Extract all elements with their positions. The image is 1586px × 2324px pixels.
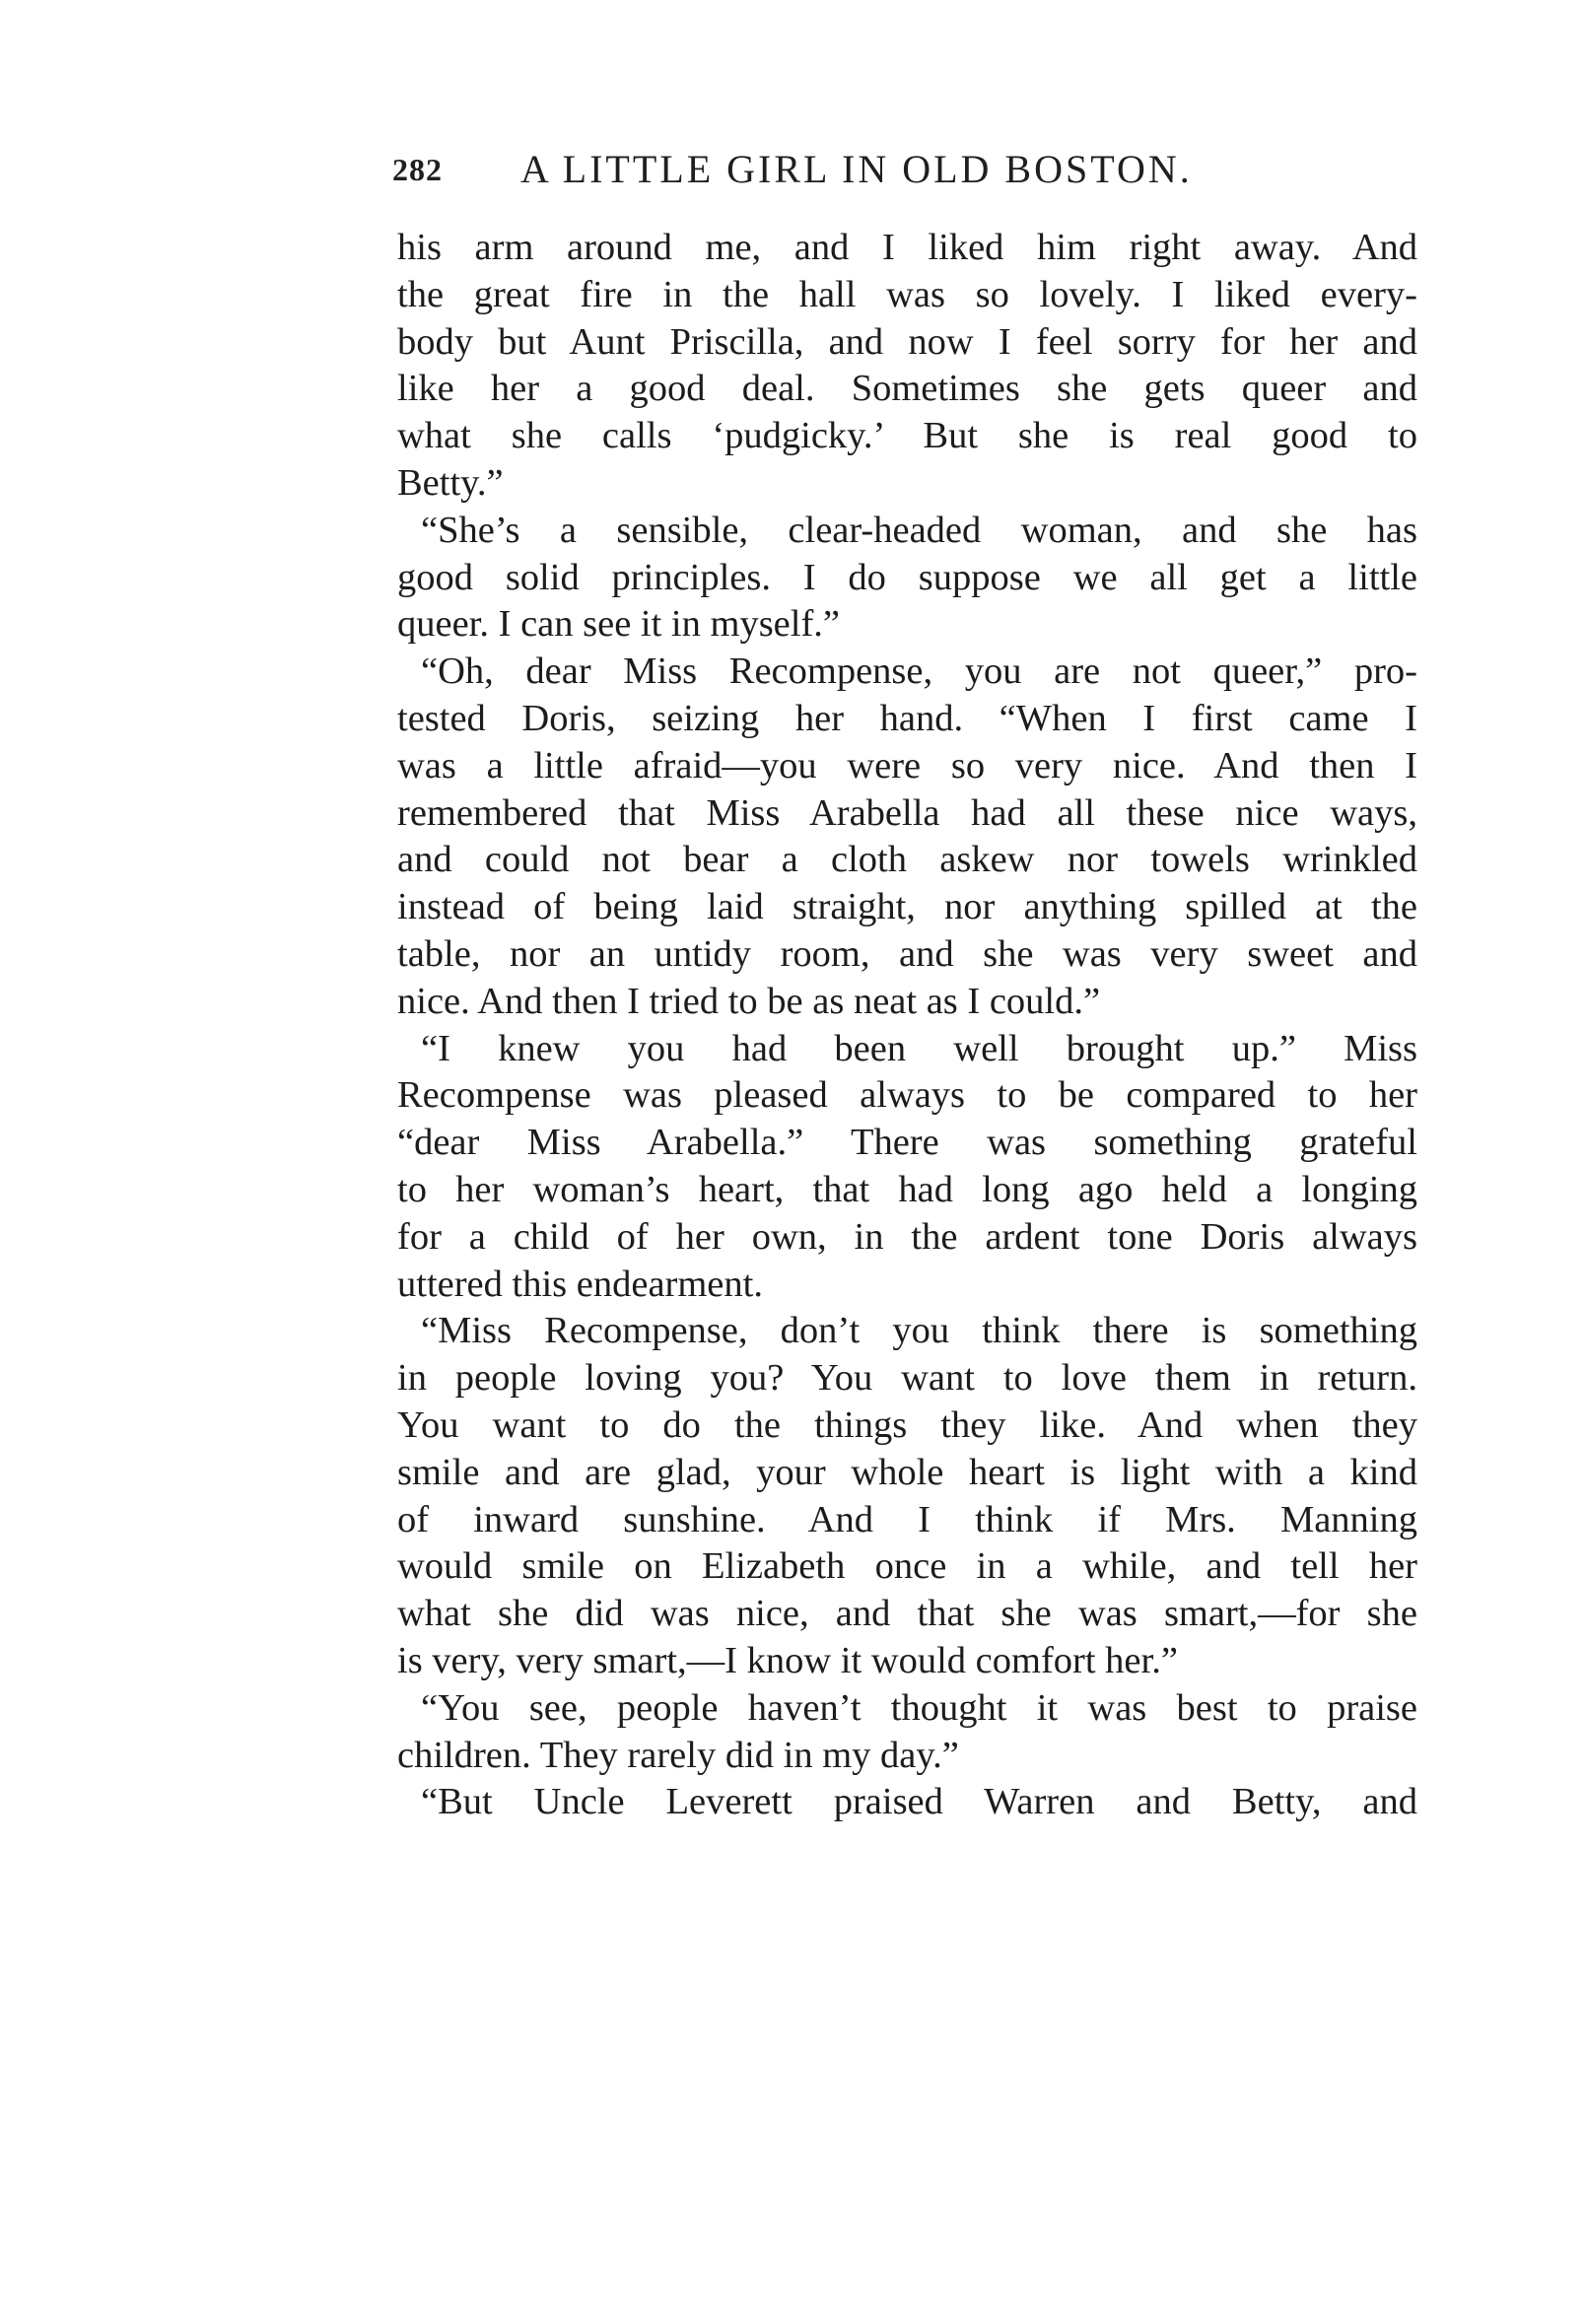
body-text	[397, 225, 1417, 1826]
text-line: nice. And then I tried to be as neat as I could.”	[397, 980, 1101, 1022]
text-line: the great fire in the hall was so lovely. I liked every-	[397, 273, 1417, 315]
text-line: “You see, people haven’t thought it was best to praise	[421, 1686, 1417, 1729]
text-line: what she calls ‘pudgicky.’ But she is real good to	[397, 415, 1417, 457]
text-line: would smile on Elizabeth once in a while, and tell her	[397, 1545, 1417, 1588]
page-number: 282	[392, 152, 443, 187]
text-line: Recompense was pleased always to be compared to her	[397, 1074, 1417, 1117]
text-line: and could not bear a cloth askew nor towels wrinkled	[397, 839, 1417, 881]
text-line: good solid principles. I do suppose we all get a little	[397, 556, 1417, 598]
text-line: in people loving you? You want to love them in return.	[397, 1357, 1417, 1400]
text-line: like her a good deal. Sometimes she gets queer and	[397, 368, 1417, 410]
text-line: table, nor an untidy room, and she was very sweet and	[397, 932, 1417, 975]
text-line: Betty.”	[397, 461, 504, 504]
text-line: for a child of her own, in the ardent tone Doris always	[397, 1215, 1417, 1258]
text-line: “Miss Recompense, don’t you think there is something	[421, 1310, 1417, 1352]
text-line: his arm around me, and I liked him right away. And	[397, 227, 1417, 268]
text-line: “I knew you had been well brought up.” Miss	[421, 1027, 1417, 1069]
text-line: uttered this endearment.	[397, 1263, 763, 1305]
text-line: tested Doris, seizing her hand. “When I first came I	[397, 697, 1417, 739]
text-line: smile and are glad, your whole heart is light with a kind	[397, 1451, 1417, 1493]
text-line: “She’s a sensible, clear-headed woman, and she has	[421, 509, 1417, 551]
page-header	[392, 146, 1417, 195]
text-line: of inward sunshine. And I think if Mrs. Manning	[397, 1498, 1417, 1540]
text-line: remembered that Miss Arabella had all these nice ways,	[397, 791, 1417, 834]
running-title: A LITTLE GIRL IN OLD BOSTON.	[520, 147, 1193, 191]
text-line: “Oh, dear Miss Recompense, you are not queer,” pro-	[421, 650, 1417, 693]
text-line: queer. I can see it in myself.”	[397, 603, 840, 646]
text-line: children. They rarely did in my day.”	[397, 1734, 959, 1776]
text-line: instead of being laid straight, nor anything spilled at the	[397, 886, 1417, 928]
text-line: to her woman’s heart, that had long ago held a longing	[397, 1168, 1417, 1210]
text-line: was a little afraid—you were so very nice. And then I	[397, 744, 1417, 786]
text-line: body but Aunt Priscilla, and now I feel sorry for her and	[397, 320, 1417, 363]
text-line: “dear Miss Arabella.” There was something grateful	[397, 1122, 1417, 1164]
text-line: “But Uncle Leverett praised Warren and Betty, and	[421, 1781, 1417, 1823]
text-line: what she did was nice, and that she was smart,—for she	[397, 1593, 1417, 1635]
text-line: You want to do the things they like. And when they	[397, 1403, 1417, 1446]
text-line: is very, very smart,—I know it would comfort her.”	[397, 1639, 1178, 1681]
